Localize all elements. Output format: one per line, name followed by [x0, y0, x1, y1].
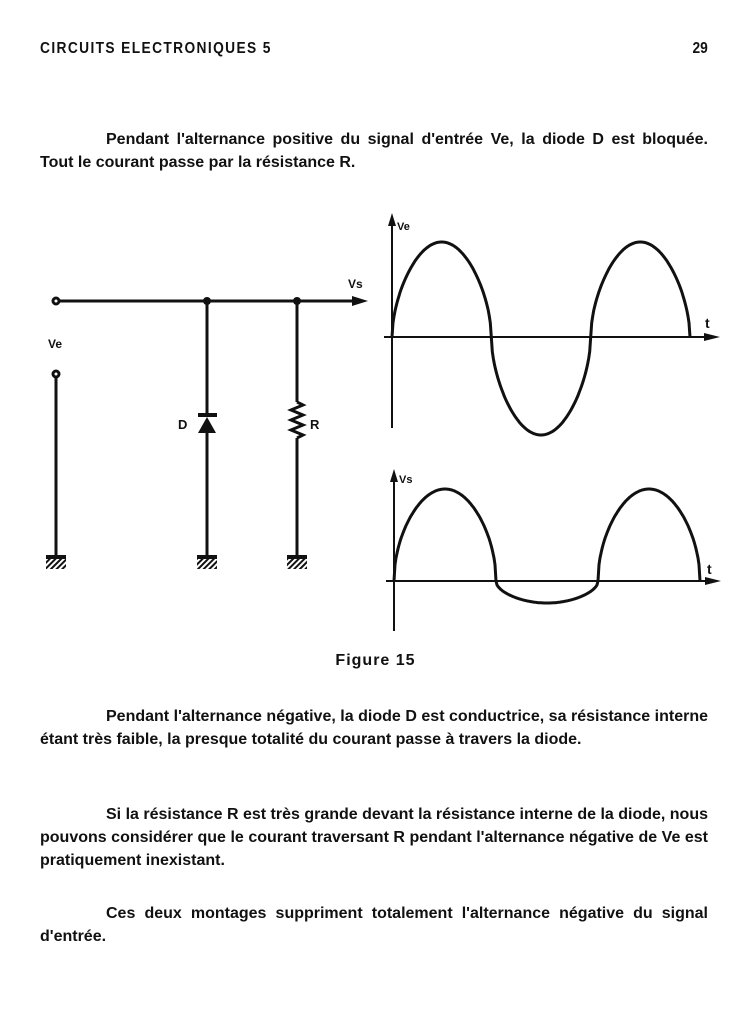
vs-label: Vs	[348, 277, 363, 291]
graph-vs-y-arrow	[390, 469, 398, 482]
page-header	[40, 40, 708, 62]
paragraph-1: Pendant l'alternance positive du signal d'entrée Ve, la diode D est bloquée. Tout le courant passe par la résistance R.	[40, 131, 708, 171]
resistor-label: R	[310, 417, 320, 432]
ground-icon	[46, 559, 66, 569]
ground-icon	[197, 559, 217, 569]
ground-icon	[197, 555, 217, 559]
graph-ve	[384, 213, 720, 435]
graph-vs-waveform	[394, 489, 700, 603]
page-number: 29	[692, 40, 708, 57]
graph-ve-x-label: t	[705, 315, 710, 331]
ground-symbols	[46, 555, 307, 569]
ground-icon	[287, 559, 307, 569]
input-terminal-top	[53, 298, 59, 304]
graph-vs-x-label: t	[707, 561, 712, 577]
graph-ve-x-arrow	[704, 333, 720, 341]
circuit-schematic	[53, 296, 368, 555]
resistor-symbol	[291, 402, 303, 438]
graph-vs-y-label: Vs	[399, 474, 413, 486]
diode-label: D	[178, 417, 188, 432]
ground-icon	[46, 555, 66, 559]
running-title: CIRCUITS ELECTRONIQUES 5	[40, 40, 272, 57]
paragraph-4: Ces deux montages suppriment totalement l'alternance négative du signal d'entrée.	[40, 905, 708, 945]
input-terminal-bottom	[53, 371, 59, 377]
paragraph-3: Si la résistance R est très grande devant la résistance interne de la diode, nous pouvons considérer que le courant traversant R pendant l'alternance négative de Ve est pratiquement inexistant.	[40, 806, 708, 869]
graph-ve-waveform	[392, 242, 690, 435]
ground-icon	[287, 555, 307, 559]
ve-label: Ve	[48, 337, 63, 351]
figure-15	[0, 200, 751, 645]
figure-caption: Figure 15	[335, 652, 416, 669]
graph-vs-x-arrow	[705, 577, 721, 585]
output-arrow	[352, 296, 368, 306]
graph-ve-y-arrow	[388, 213, 396, 226]
diode-symbol	[198, 413, 217, 433]
paragraph-2: Pendant l'alternance négative, la diode D est conductrice, sa résistance interne étant très faible, la presque totalité du courant passe à travers la diode.	[40, 708, 708, 748]
graph-vs	[386, 469, 721, 631]
graph-ve-y-label: Ve	[397, 221, 410, 233]
